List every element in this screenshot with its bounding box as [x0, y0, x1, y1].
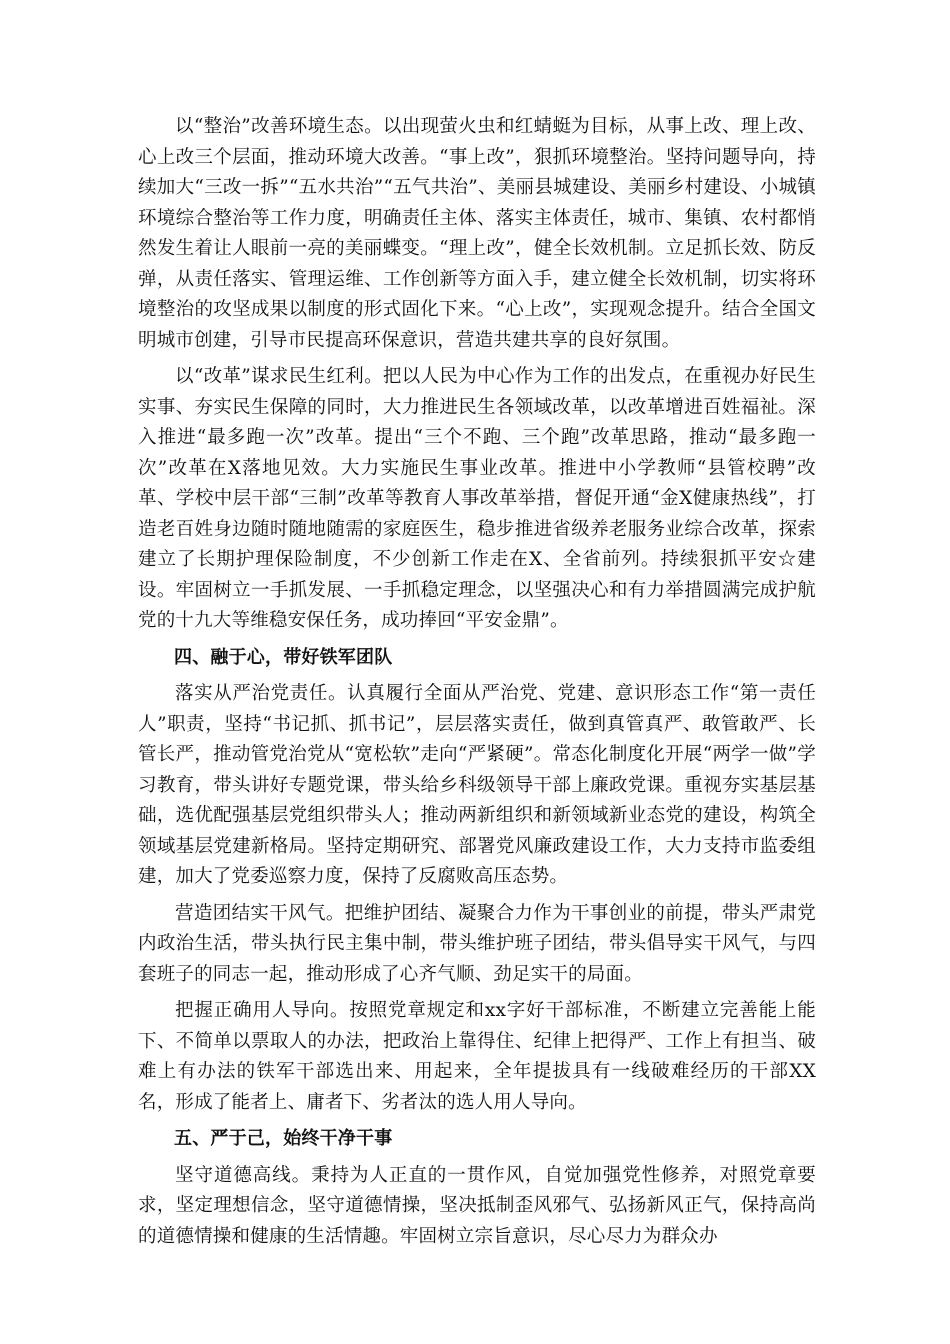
paragraph-reform: 以“改革”谋求民生红利。把以人民为中心作为工作的出发点，在重视办好民生实事、夯实民生保障的同时，大力推进民生各领域改革，以改革增进百姓福祉。深入推进“最多跑一次”改革。提出“三个不跑、三个跑”改革思路，推动“最多跑一次”改革在X落地见效。大力实施民生事业改革。推进中小学教师“县管校聘”改革、学校中层干部“三制”改革等教育人事改革举措，督促开通“金X健康热线”，打造老百姓身边随时随地随需的家庭医生，稳步推进省级养老服务业综合改革，探索建立了长期护理保险制度，不少创新工作走在X、全省前列。持续狠抓平安☆建设。牢固树立一手抓发展、一手抓稳定理念，以坚强决心和有力举措圆满完成护航党的十九大等维稳安保任务，成功捧回“平安金鼎”。 [138, 366, 816, 631]
paragraph-environment: 以“整治”改善环境生态。以出现萤火虫和红蜻蜓为目标，从事上改、理上改、心上改三个层面，推动环境大改善。“事上改”，狠抓环境整治。坚持问题导向，持续加大“三改一拆”“五水共治”“五气共治”、美丽县城建设、美丽乡村建设、小城镇环境综合整治等工作力度，明确责任主体、落实主体责任，城市、集镇、农村都悄然发生着让人眼前一亮的美丽蝶变。“理上改”，健全长效机制。立足抓长效、防反弹，从责任落实、管理运维、工作创新等方面入手，建立健全长效机制，切实将环境整治的攻坚成果以制度的形式固化下来。“心上改”，实现观念提升。结合全国文明城市创建，引导市民提高环保意识，营造共建共享的良好氛围。 [138, 116, 816, 351]
section-heading-5: 五、严于己，始终干净干事 [174, 1128, 393, 1149]
section-heading-4: 四、融于心，带好铁军团队 [174, 646, 393, 668]
paragraph-personnel: 把握正确用人导向。按照党章规定和xx字好干部标准，不断建立完善能上能下、不简单以票取人的办法，把政治上靠得住、纪律上把得严、工作上有担当、破难上有办法的铁军干部选出来、用起来，全年提拔具有一线破难经历的干部XX名，形成了能者上、庸者下、劣者汰的选人用人导向。 [138, 1000, 816, 1113]
paragraph-ethics: 坚守道德高线。秉持为人正直的一贯作风，自觉加强党性修养，对照党章要求，坚定理想信念，坚守道德情操，坚决抵制歪风邪气、弘扬新风正气，保持高尚的道德情操和健康的生活情趣。牢固树立宗旨意识，尽心尽力为群众办 [138, 1164, 816, 1247]
paragraph-unity: 营造团结实干风气。把维护团结、凝聚合力作为干事创业的前提，带头严肃党内政治生活，带头执行民主集中制，带头维护班子团结，带头倡导实干风气，与四套班子的同志一起，推动形成了心齐气顺、劲足实干的局面。 [138, 902, 816, 985]
document-body [138, 112, 816, 1258]
paragraph-party-discipline: 落实从严治党责任。认真履行全面从严治党、党建、意识形态工作“第一责任人”职责，坚持“书记抓、抓书记”，层层落实责任，做到真管真严、敢管敢严、长管长严，推动管党治党从“宽松软”走向“严紧硬”。常态化制度化开展“两学一做”学习教育，带头讲好专题党课，带头给乡科级领导干部上廉政党课。重视夯实基层基础，选优配强基层党组织带头人；推动两新组织和新领域新业态党的建设，构筑全领域基层党建新格局。坚持定期研究、部署党风廉政建设工作，大力支持市监委组建，加大了党委巡察力度，保持了反腐败高压态势。 [138, 683, 816, 887]
